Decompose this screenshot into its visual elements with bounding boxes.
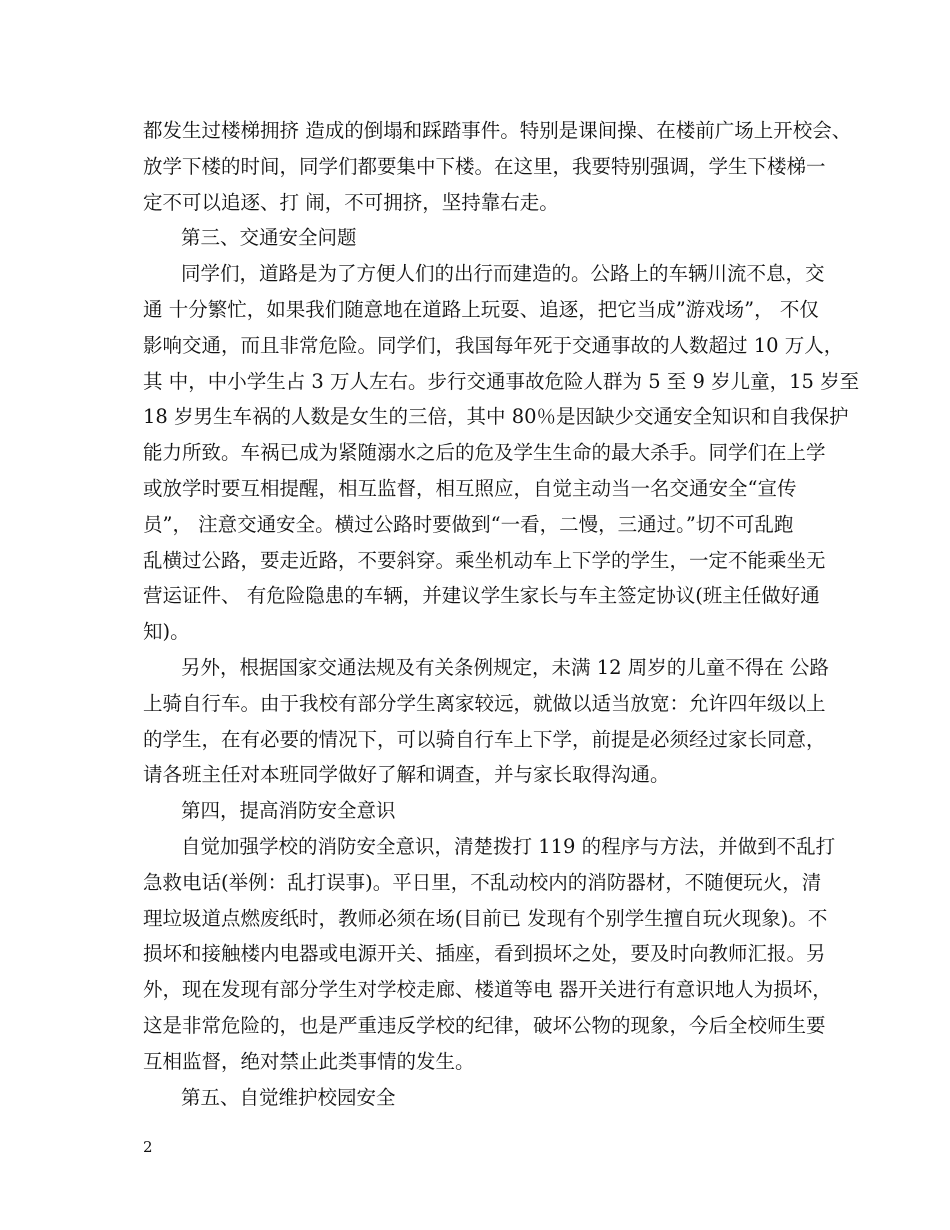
- paragraph-line: 其 中，中小学生占 3 万人左右。步行交通事故危险人群为 5 至 9 岁儿童，15 岁至: [143, 369, 860, 393]
- paragraph-line: 请各班主任对本班同学做好了解和调查，并与家长取得沟通。: [143, 763, 670, 787]
- paragraph-line: 的学生，在有必要的情况下，可以骑自行车上下学，前提是必须经过家长同意，: [143, 727, 826, 751]
- paragraph-line: 知)。: [143, 620, 190, 644]
- paragraph-line: 这是非常危险的，也是严重违反学校的纪律，破坏公物的现象，今后全校师生要: [143, 1013, 826, 1037]
- paragraph-first-line: 第三、交通安全问题: [181, 226, 357, 250]
- paragraph-first-line: 第四，提高消防安全意识: [181, 799, 396, 823]
- paragraph-line: 能力所致。车祸已成为紧随溺水之后的危及学生生命的最大杀手。同学们在上学: [143, 441, 826, 465]
- page-number: 2: [143, 1138, 153, 1156]
- paragraph-line: 影响交通，而且非常危险。同学们，我国每年死于交通事故的人数超过 10 万人，: [143, 333, 844, 357]
- paragraph-line: 放学下楼的时间，同学们都要集中下楼。在这里，我要特别强调，学生下楼梯一: [143, 154, 826, 178]
- paragraph-line: 上骑自行车。由于我校有部分学生离家较远，就做以适当放宽：允许四年级以上: [143, 691, 826, 715]
- paragraph-first-line: 同学们，道路是为了方便人们的出行而建造的。公路上的车辆川流不息，交: [181, 262, 825, 286]
- paragraph-line: 互相监督，绝对禁止此类事情的发生。: [143, 1049, 475, 1073]
- paragraph-line: 员”， 注意交通安全。横过公路时要做到“一看，二慢，三通过。”切不可乱跑: [143, 512, 794, 536]
- paragraph-first-line: 自觉加强学校的消防安全意识，清楚拨打 119 的程序与方法，并做到不乱打: [181, 834, 836, 858]
- paragraph-line: 乱横过公路，要走近路，不要斜穿。乘坐机动车上下学的学生，一定不能乘坐无: [143, 548, 826, 572]
- paragraph-first-line: 第五、自觉维护校园安全: [181, 1085, 396, 1109]
- paragraph-line: 通 十分繁忙，如果我们随意地在道路上玩耍、追逐，把它当成”游戏场”， 不仅: [143, 297, 819, 321]
- document-body: [143, 113, 860, 1115]
- paragraph-line: 损坏和接触楼内电器或电源开关、插座，看到损坏之处，要及时向教师汇报。另: [143, 942, 826, 966]
- paragraph-first-line: 另外，根据国家交通法规及有关条例规定，未满 12 周岁的儿童不得在 公路: [181, 655, 829, 679]
- paragraph-line: 急救电话(举例：乱打误事)。平日里，不乱动校内的消防器材，不随便玩火，清: [143, 870, 822, 894]
- paragraph-line: 定不可以追逐、打 闹，不可拥挤，坚持靠右走。: [143, 190, 559, 214]
- paragraph-line: 或放学时要互相提醒，相互监督，相互照应，自觉主动当一名交通安全“宣传: [143, 476, 797, 500]
- paragraph-line: 都发生过楼梯拥挤 造成的倒塌和踩踏事件。特别是课间操、在楼前广场上开校会、: [143, 119, 852, 142]
- paragraph-line: 理垃圾道点燃废纸时，教师必须在场(目前已 发现有个别学生擅自玩火现象)。不: [143, 906, 828, 930]
- paragraph-line: 18 岁男生车祸的人数是女生的三倍，其中 80％是因缺少交通安全知识和自我保护: [143, 405, 849, 429]
- paragraph-line: 营运证件、 有危险隐患的车辆，并建议学生家长与车主签定协议(班主任做好通: [143, 584, 820, 608]
- paragraph-line: 外，现在发现有部分学生对学校走廊、楼道等电 器开关进行有意识地人为损坏，: [143, 978, 832, 1002]
